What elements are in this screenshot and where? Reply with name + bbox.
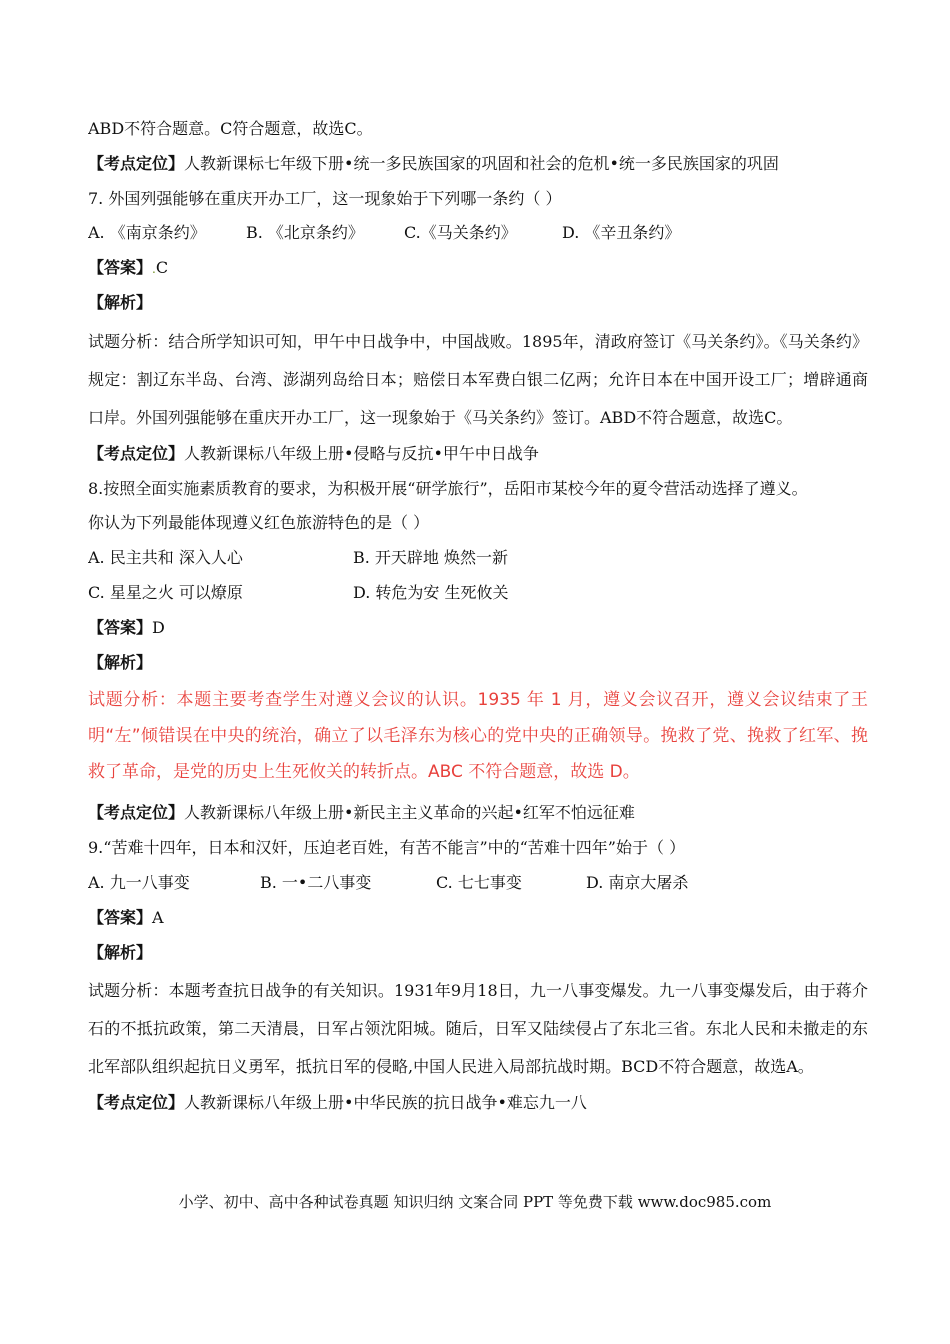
answer-tag: 【答案】 xyxy=(88,617,153,637)
question-9: 9.“苦难十四年，日本和汉奸，压迫老百姓，有苦不能言”中的“苦难十四年”始于（ ） xyxy=(88,838,686,858)
option-d: D. 转危为安 生死攸关 xyxy=(353,582,509,602)
answer-9 xyxy=(88,901,868,936)
option-b: B. 一•二八事变 xyxy=(260,872,372,892)
question-8-options-row-2 xyxy=(88,576,868,611)
kaodian-text: 人教新课标八年级上册•侵略与反抗•甲午中日战争 xyxy=(184,443,539,463)
kaodian-tag: 【考点定位】 xyxy=(88,443,185,463)
analysis-8-text: 试题分析：本题主要考查学生对遵义会议的认识。1935 年 1 月，遵义会议召开，遵义会议结束了王明“左”倾错误在中央的统治，确立了以毛泽东为核心的党中央的正确领导。挽救了党、挽救了红军、挽救了革命，是党的历史上生死攸关的转折点。ABC 不符合题意，故选 D。 xyxy=(88,690,868,783)
kaodian-tag: 【考点定位】 xyxy=(88,153,185,173)
analysis-8-tag: 【解析】 xyxy=(88,652,153,672)
prev-answer-tail: ABD不符合题意。C符合题意，故选C。 xyxy=(88,119,373,138)
option-c: C. 七七事变 xyxy=(436,872,522,892)
question-8-line-2: 你认为下列最能体现遵义红色旅游特色的是（ ） xyxy=(88,513,430,533)
answer-mark: . xyxy=(152,262,156,277)
option-d: D. 南京大屠杀 xyxy=(586,872,689,892)
question-7: 7. 外国列强能够在重庆开办工厂，这一现象始于下列哪一条约（ ） xyxy=(88,188,562,208)
kaodian-text: 人教新课标七年级下册•统一多民族国家的巩固和社会的危机•统一多民族国家的巩固 xyxy=(184,153,779,173)
question-8-options-row-1 xyxy=(88,541,868,576)
answer-value: D xyxy=(152,617,165,637)
kaodian-9 xyxy=(88,1086,868,1121)
answer-value: A xyxy=(152,907,164,927)
question-9-options xyxy=(88,866,868,901)
option-a: A. 民主共和 深入人心 xyxy=(88,548,243,568)
option-c: C. 星星之火 可以燎原 xyxy=(88,582,243,602)
prev-kaodian-line xyxy=(88,147,868,182)
answer-tag: 【答案】 xyxy=(88,907,153,927)
kaodian-tag: 【考点定位】 xyxy=(88,803,185,823)
analysis-9-tag: 【解析】 xyxy=(88,942,153,962)
answer-tag: 【答案】 xyxy=(88,258,153,278)
analysis-9-text: 试题分析：本题考查抗日战争的有关知识。1931年9月18日，九一八事变爆发。九一八事变爆发后，由于蒋介石的不抵抗政策，第二天清晨，日军占领沈阳城。随后，日军又陆续侵占了东北三省。东北人民和未撤走的东北军部队组织起抗日义勇军，抵抗日军的侵略,中国人民进入局部抗战时期。BCD不符合题意，故选A。 xyxy=(88,981,868,1077)
kaodian-tag: 【考点定位】 xyxy=(88,1093,185,1113)
kaodian-8 xyxy=(88,796,868,831)
option-b: B. 开天辟地 焕然一新 xyxy=(353,548,509,568)
kaodian-7 xyxy=(88,437,868,472)
analysis-7-tag: 【解析】 xyxy=(88,292,153,312)
option-a: A. 《南京条约》 xyxy=(88,223,206,243)
option-b: B. 《北京条约》 xyxy=(246,223,364,243)
question-8-line-1: 8.按照全面实施素质教育的要求，为积极开展“研学旅行”，岳阳市某校今年的夏令营活动选择了遵义。 xyxy=(88,478,808,498)
analysis-7-text: 试题分析：结合所学知识可知，甲午中日战争中，中国战败。1895年，清政府签订《马关条约》。《马关条约》规定：割辽东半岛、台湾、澎湖列岛给日本；赔偿日本军费白银二亿两；允许日本在中国开设工厂；增辟通商口岸。外国列强能够在重庆开办工厂，这一现象始于《马关条约》签订。ABD不符合题意，故选C。 xyxy=(88,331,868,427)
option-c: C.《马关条约》 xyxy=(404,223,517,243)
answer-7 xyxy=(88,251,868,286)
option-a: A. 九一八事变 xyxy=(88,872,190,892)
answer-value: C xyxy=(155,258,169,278)
option-d: D. 《辛丑条约》 xyxy=(562,223,681,243)
answer-8 xyxy=(88,611,868,646)
question-7-options xyxy=(88,216,868,251)
page-footer: 小学、初中、高中各种试卷真题 知识归纳 文案合同 PPT 等免费下载 www.doc985.com xyxy=(178,1193,772,1211)
kaodian-text: 人教新课标八年级上册•新民主主义革命的兴起•红军不怕远征难 xyxy=(184,803,635,823)
document-body xyxy=(88,112,868,1121)
kaodian-text: 人教新课标八年级上册•中华民族的抗日战争•难忘九一八 xyxy=(184,1093,587,1113)
